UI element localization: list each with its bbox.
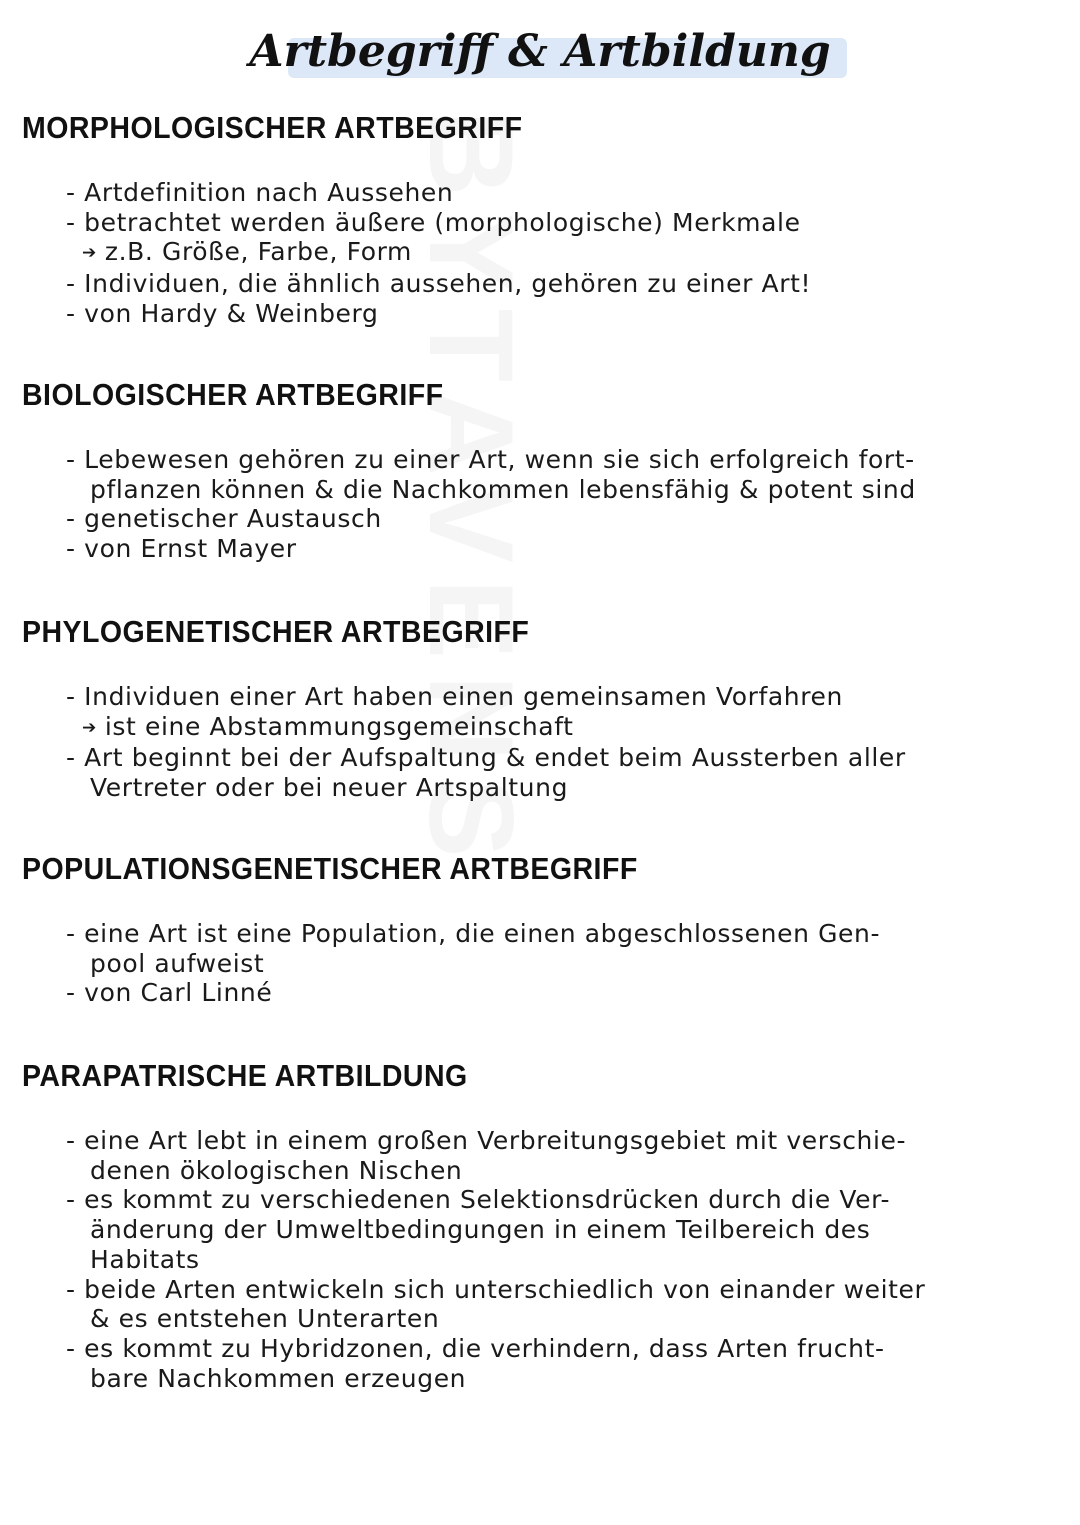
section-heading: PHYLOGENETISCHER ARTBEGRIFF xyxy=(22,614,530,649)
section-lines xyxy=(22,1126,1062,1393)
page-title: Artbegriff & Artbildung xyxy=(239,22,840,82)
section-lines xyxy=(22,445,1062,564)
list-item: denen ökologischen Nischen xyxy=(90,1155,463,1185)
list-item: - betrachtet werden äußere (morphologische) Merkmale xyxy=(66,207,801,237)
section-biological xyxy=(22,375,1062,564)
section-heading: PARAPATRISCHE ARTBILDUNG xyxy=(22,1058,468,1093)
list-item: - von Carl Linné xyxy=(66,978,273,1008)
list-item: - Art beginnt bei der Aufspaltung & endet beim Aussterben aller xyxy=(66,743,906,773)
list-item: Habitats xyxy=(90,1244,200,1274)
list-item: - Individuen, die ähnlich aussehen, gehören zu einer Art! xyxy=(66,269,812,299)
list-item: pool aufweist xyxy=(90,948,265,978)
section-lines xyxy=(22,178,1062,329)
list-item xyxy=(66,712,1062,744)
list-item: - von Ernst Mayer xyxy=(66,534,297,564)
list-item: bare Nachkommen erzeugen xyxy=(90,1363,467,1393)
section-lines xyxy=(22,682,1062,803)
list-item-text: z.B. Größe, Farbe, Form xyxy=(104,237,412,267)
section-population-genetic xyxy=(22,849,1062,1008)
title-wrap xyxy=(0,22,1080,82)
list-item: Vertreter oder bei neuer Artspaltung xyxy=(90,773,569,803)
list-item: - es kommt zu Hybridzonen, die verhindern, dass Arten frucht- xyxy=(66,1333,885,1363)
section-heading: MORPHOLOGISCHER ARTBEGRIFF xyxy=(22,110,523,145)
list-item: änderung der Umweltbedingungen in einem Teilbereich des xyxy=(90,1215,871,1245)
section-morphological xyxy=(22,108,1062,329)
section-parapatric xyxy=(22,1056,1062,1393)
arrow-right-icon: ➔ xyxy=(82,717,97,738)
section-lines xyxy=(22,919,1062,1008)
list-item: - Lebewesen gehören zu einer Art, wenn sie sich erfolgreich fort- xyxy=(66,445,915,474)
list-item: - genetischer Austausch xyxy=(66,504,382,534)
section-heading: BIOLOGISCHER ARTBEGRIFF xyxy=(22,377,444,412)
list-item: - Individuen einer Art haben einen gemeinsamen Vorfahren xyxy=(66,682,843,711)
list-item xyxy=(66,237,1062,269)
list-item: & es entstehen Unterarten xyxy=(90,1304,440,1334)
list-item: - von Hardy & Weinberg xyxy=(66,298,379,328)
list-item: - es kommt zu verschiedenen Selektionsdrücken durch die Ver- xyxy=(66,1185,891,1215)
list-item: - eine Art lebt in einem großen Verbreitungsgebiet mit verschie- xyxy=(66,1126,907,1155)
list-item: - Artdefinition nach Aussehen xyxy=(66,178,454,207)
list-item: - beide Arten entwickeln sich unterschiedlich von einander weiter xyxy=(66,1274,926,1304)
arrow-right-icon: ➔ xyxy=(82,243,97,264)
list-item: - eine Art ist eine Population, die einen abgeschlossenen Gen- xyxy=(66,919,881,948)
section-phylogenetic xyxy=(22,612,1062,803)
list-item: pflanzen können & die Nachkommen lebensfähig & potent sind xyxy=(90,474,916,504)
section-heading: POPULATIONSGENETISCHER ARTBEGRIFF xyxy=(22,851,638,886)
list-item-text: ist eine Abstammungsgemeinschaft xyxy=(104,711,574,741)
